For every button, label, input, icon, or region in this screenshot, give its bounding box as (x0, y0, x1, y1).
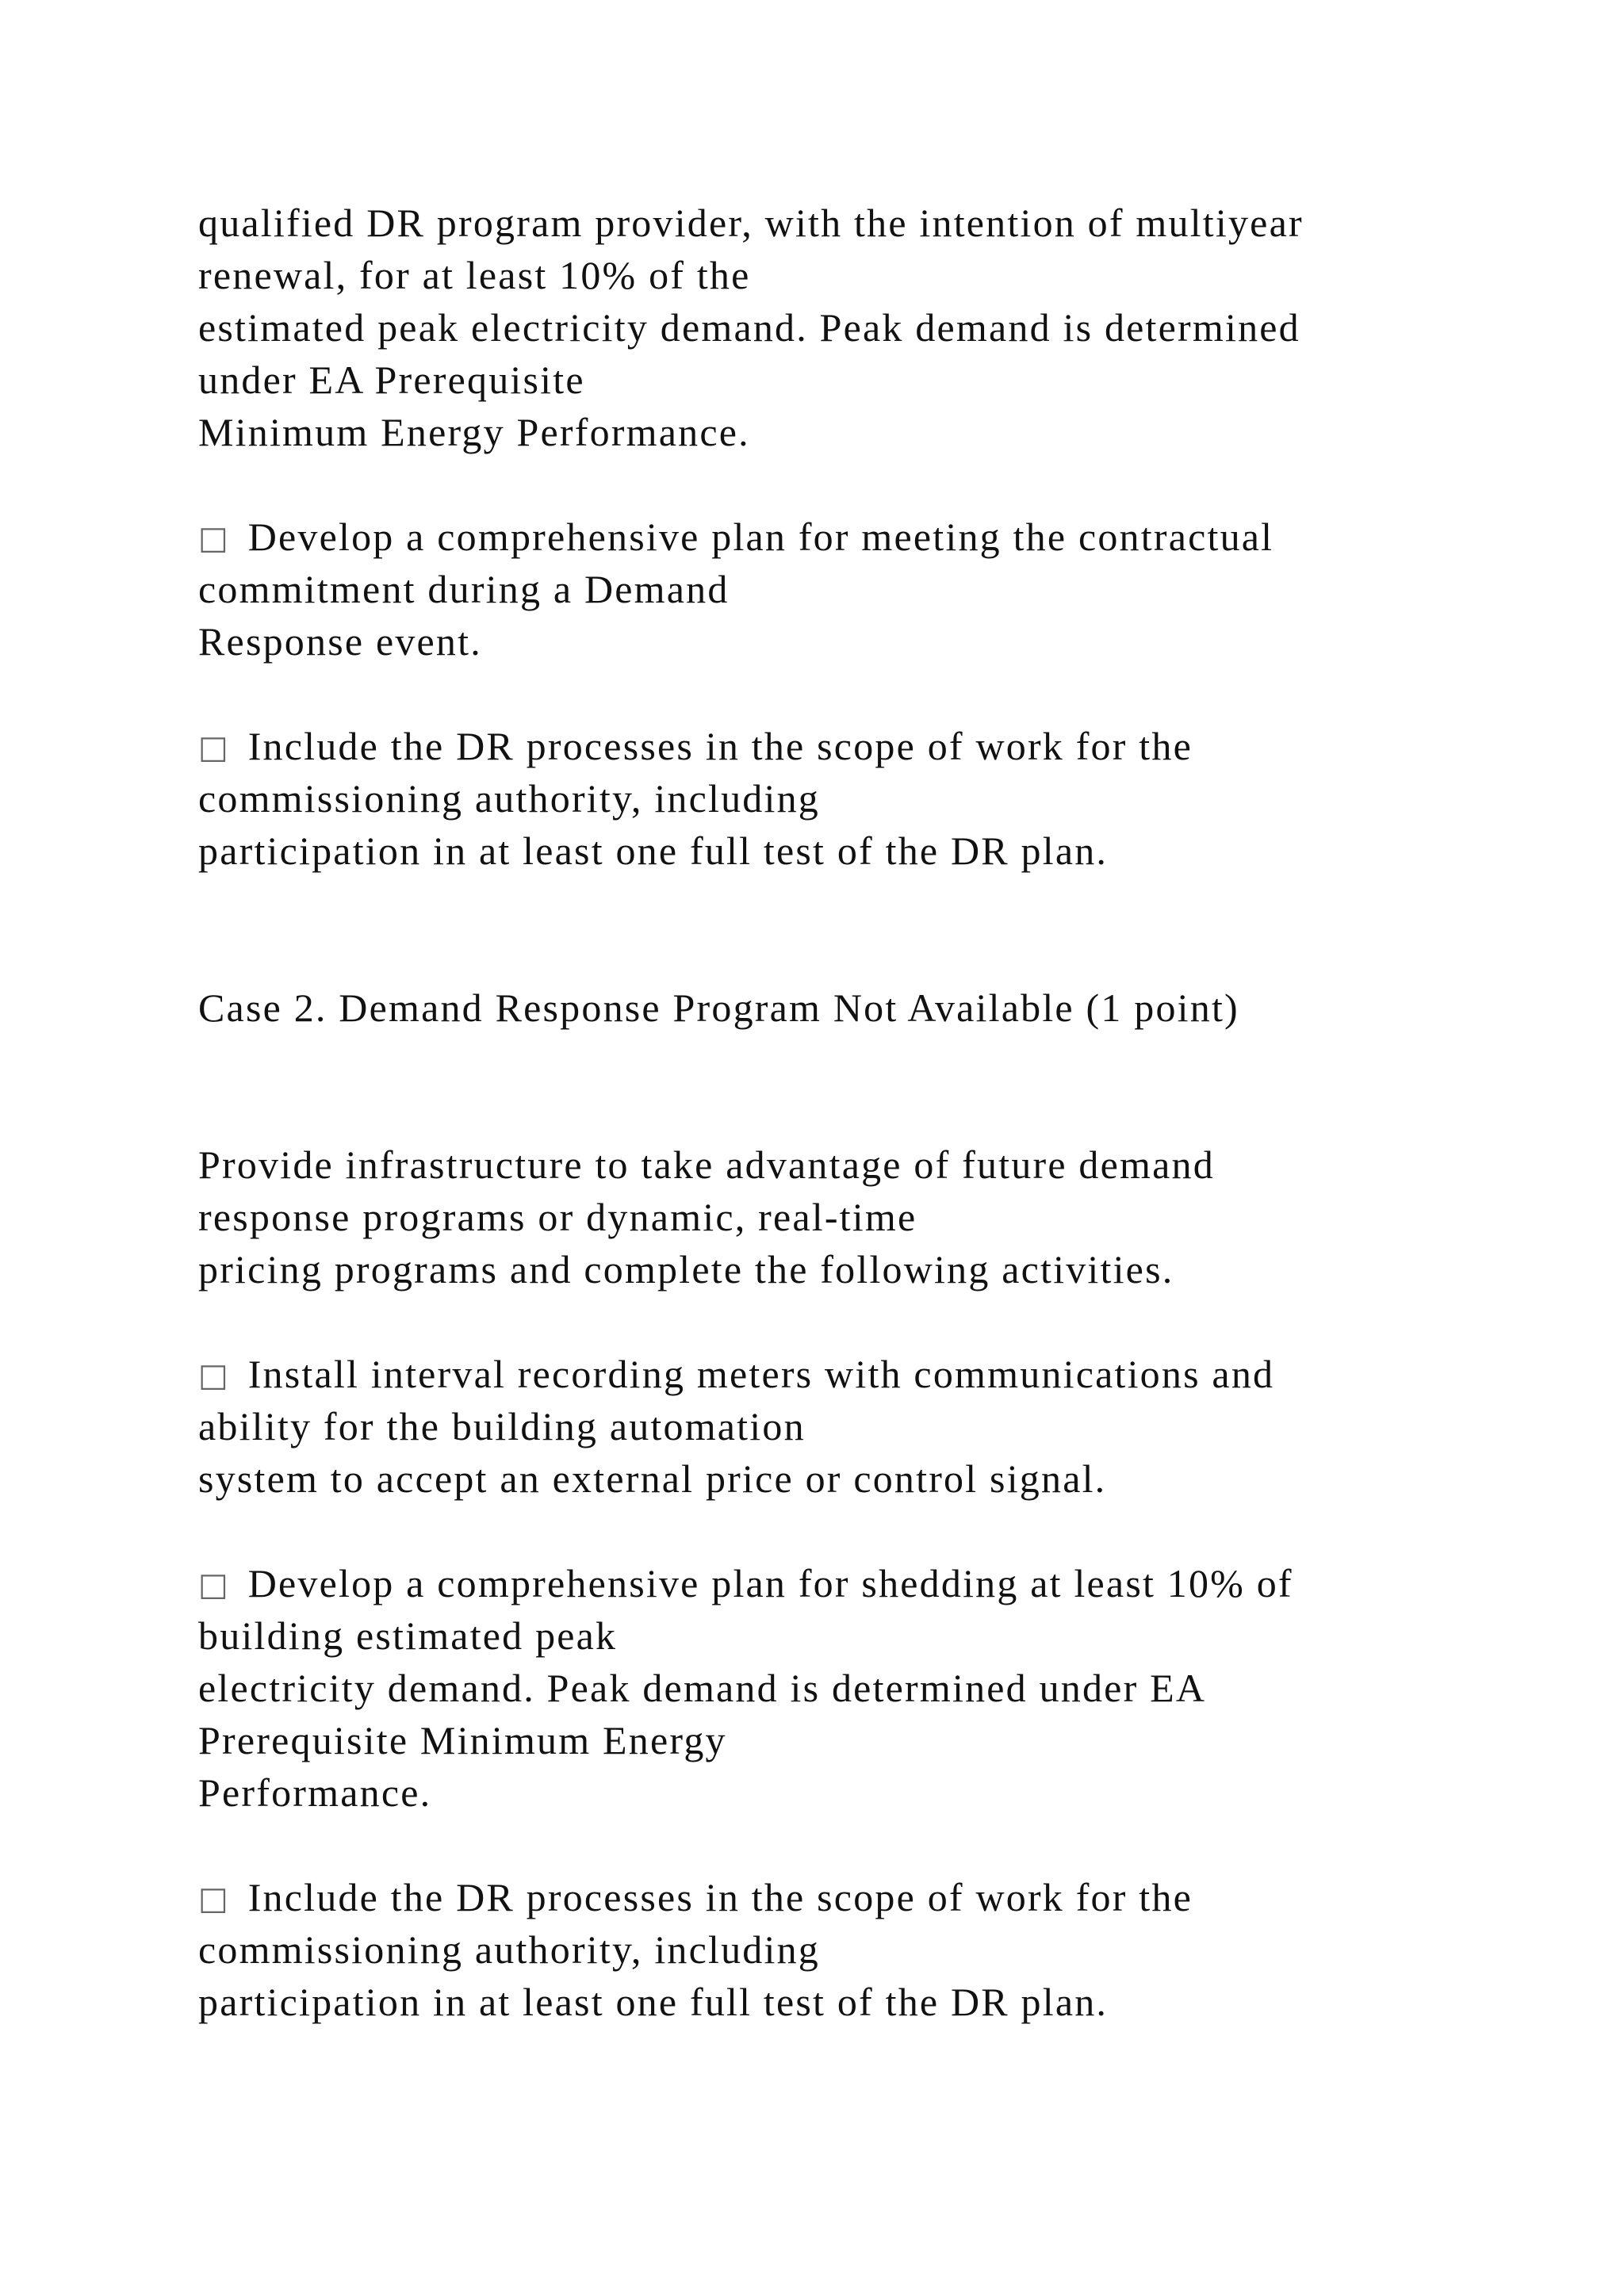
text-line: building estimated peak (198, 1613, 618, 1658)
text-line: participation in at least one full test of the DR plan. (198, 828, 1109, 873)
text-line: Prerequisite Minimum Energy (198, 1718, 727, 1762)
checkbox-bullet-icon: □ (198, 1881, 230, 1917)
bullet-text: Develop a comprehensive plan for shedding at least 10% of (236, 1561, 1293, 1605)
checkbox-bullet-icon: □ (198, 520, 230, 557)
paragraph-infrastructure (198, 1138, 1467, 1295)
checkbox-bullet-icon: □ (198, 729, 230, 766)
text-line: participation in at least one full test of the DR plan. (198, 1980, 1109, 2024)
document-body (198, 197, 1467, 2028)
paragraph-qualified-provider (198, 197, 1467, 458)
text-line (198, 511, 1467, 563)
paragraph-spacer (198, 1295, 1467, 1348)
text-line (198, 720, 1467, 772)
text-line: ability for the building automation (198, 1404, 806, 1448)
bullet-text: Develop a comprehensive plan for meeting the contractual (236, 515, 1274, 559)
text-line: Minimum Energy Performance. (198, 410, 750, 454)
text-line: commissioning authority, including (198, 776, 821, 821)
text-line: response programs or dynamic, real-time (198, 1195, 917, 1239)
text-line: commissioning authority, including (198, 1927, 821, 1972)
text-line: electricity demand. Peak demand is determined under EA (198, 1666, 1207, 1710)
text-line: system to accept an external price or control signal. (198, 1456, 1107, 1501)
text-line: qualified DR program provider, with the intention of multiyear (198, 201, 1304, 245)
bullet-text: Install interval recording meters with communications and (236, 1352, 1275, 1396)
text-line: renewal, for at least 10% of the (198, 253, 751, 297)
text-line (198, 1557, 1467, 1609)
bullet-item-contractual-plan (198, 511, 1467, 668)
bullet-item-interval-meters (198, 1348, 1467, 1505)
bullet-item-shedding-plan (198, 1557, 1467, 1819)
section-heading: Case 2. Demand Response Program Not Available (1 point) (198, 985, 1239, 1030)
section-spacer (198, 877, 1467, 982)
text-line: pricing programs and complete the following activities. (198, 1247, 1174, 1292)
bullet-text: Include the DR processes in the scope of work for the (236, 724, 1193, 768)
text-line: under EA Prerequisite (198, 358, 585, 402)
paragraph-spacer (198, 1505, 1467, 1557)
text-line: Response event. (198, 619, 482, 664)
checkbox-bullet-icon: □ (198, 1357, 230, 1394)
paragraph-spacer (198, 1819, 1467, 1871)
text-line (198, 1348, 1467, 1400)
text-line (198, 1871, 1467, 1923)
checkbox-bullet-icon: □ (198, 1567, 230, 1603)
text-line: commitment during a Demand (198, 567, 730, 611)
section-spacer (198, 1034, 1467, 1138)
text-line: Performance. (198, 1770, 432, 1815)
paragraph-spacer (198, 458, 1467, 511)
bullet-item-commissioning-scope (198, 720, 1467, 877)
bullet-item-commissioning-scope-2 (198, 1871, 1467, 2028)
bullet-text: Include the DR processes in the scope of work for the (236, 1875, 1193, 1919)
text-line: estimated peak electricity demand. Peak demand is determined (198, 305, 1300, 350)
paragraph-spacer (198, 668, 1467, 720)
text-line: Provide infrastructure to take advantage of future demand (198, 1142, 1215, 1187)
